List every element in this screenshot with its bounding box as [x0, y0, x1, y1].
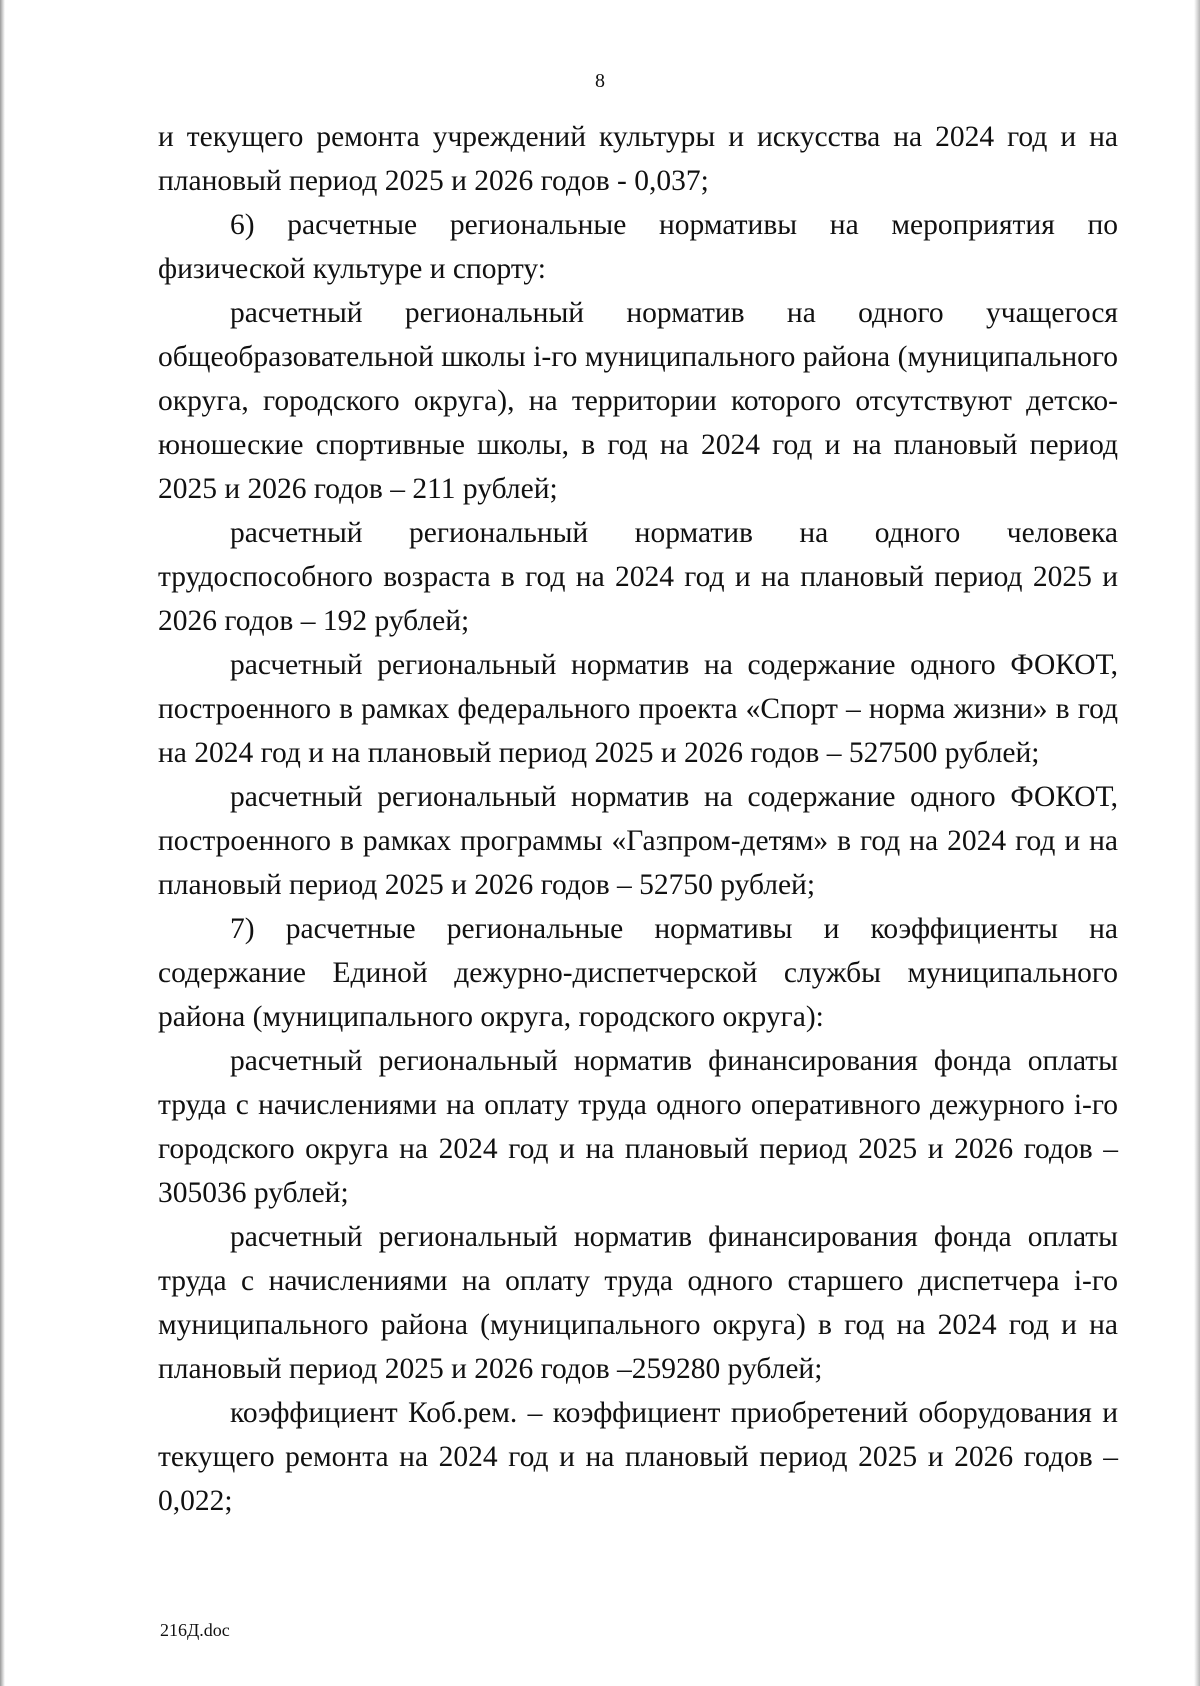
paragraph-working-age-norm: расчетный региональный норматив на одного человека трудоспособного возраста в год на 2024 год и на плановый период 2025 и 2026 годов – 192 рублей; [158, 517, 1118, 637]
paragraph-dispatcher-norm: расчетный региональный норматив финансирования фонда оплаты труда с начислениями на оплату труда одного старшего диспетчера i-го муниципального района (муниципального округа) в год на 2024 год и на плановый период 2025 и 2026 годов –259280 рублей; [158, 1221, 1118, 1385]
paragraph-item-7: 7) расчетные региональные нормативы и коэффициенты на содержание Единой дежурно-диспетчерской службы муниципального района (муниципального округа, городского округа): [158, 913, 1118, 1033]
paragraph-item-6: 6) расчетные региональные нормативы на мероприятия по физической культуре и спорту: [158, 209, 1118, 285]
paragraph-continuation: и текущего ремонта учреждений культуры и искусства на 2024 год и на плановый период 2025 и 2026 годов - 0,037; [158, 121, 1118, 197]
scan-right-edge [1194, 0, 1200, 1686]
paragraph-student-norm: расчетный региональный норматив на одного учащегося общеобразовательной школы i-го муниципального района (муниципального округа, городского округа), на территории которого отсутствуют детско-юношеские спортивные школы, в год на 2024 год и на плановый период 2025 и 2026 годов – 211 рублей; [158, 297, 1118, 505]
paragraph-duty-officer-norm: расчетный региональный норматив финансирования фонда оплаты труда с начислениями на оплату труда одного оперативного дежурного i-го городского округа на 2024 год и на плановый период 2025 и 2026 годов – 305036 рублей; [158, 1045, 1118, 1209]
document-body [158, 115, 1118, 1523]
paragraph-equipment-coefficient: коэффициент Коб.рем. – коэффициент приобретений оборудования и текущего ремонта на 2024 год и на плановый период 2025 и 2026 годов – 0,022; [158, 1397, 1118, 1517]
paragraph-fokot-sport-norm: расчетный региональный норматив на содержание одного ФОКОТ, построенного в рамках федерального проекта «Спорт – норма жизни» в год на 2024 год и на плановый период 2025 и 2026 годов – 527500 рублей; [158, 649, 1118, 769]
paragraph-fokot-gazprom-norm: расчетный региональный норматив на содержание одного ФОКОТ, построенного в рамках программы «Газпром-детям» в год на 2024 год и на плановый период 2025 и 2026 годов – 52750 рублей; [158, 781, 1118, 901]
scan-left-edge [0, 0, 5, 1686]
document-footer-filename: 216Д.doc [160, 1620, 230, 1640]
page-number: 8 [595, 70, 605, 92]
